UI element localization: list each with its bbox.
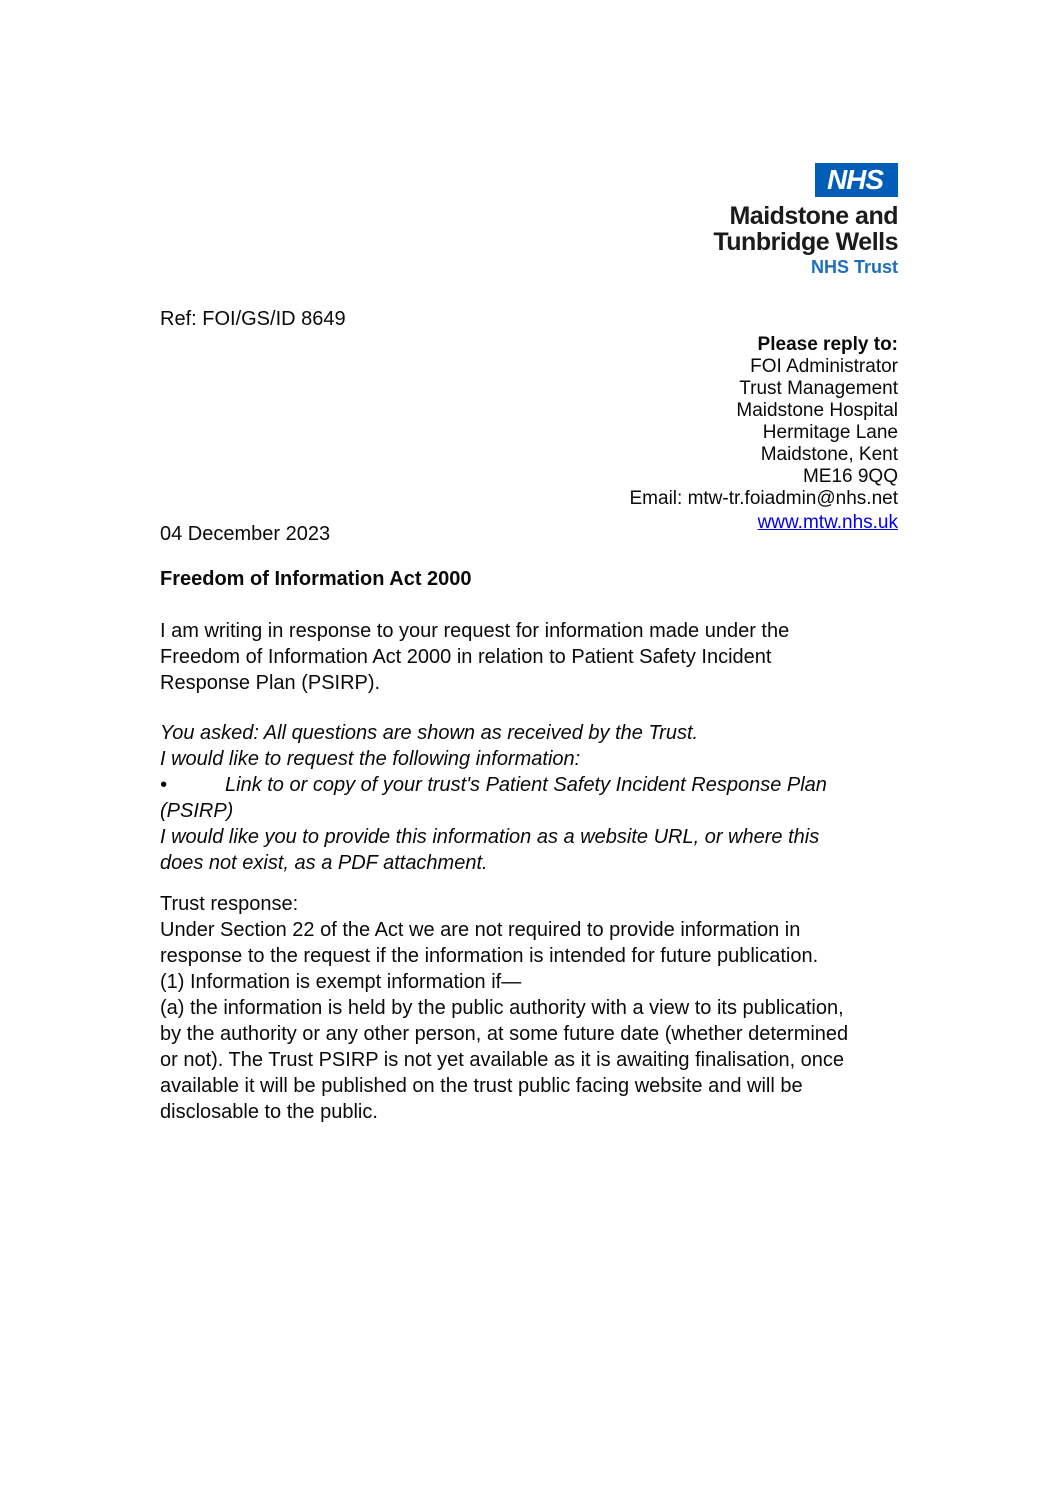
letter-date: 04 December 2023	[160, 523, 331, 545]
intro-paragraph	[160, 618, 920, 696]
reply-to-line: Maidstone Hospital	[736, 400, 898, 421]
org-name-line2: Tunbridge Wells	[713, 228, 898, 256]
reply-to-line: Hermitage Lane	[762, 422, 898, 443]
request-bullet-item	[160, 772, 920, 798]
subject-heading: Freedom of Information Act 2000	[160, 568, 472, 590]
reply-to-line: ME16 9QQ	[802, 466, 898, 487]
trust-response-paragraph	[160, 891, 920, 1125]
text-line: (a) the information is held by the public authority with a view to its publication,	[160, 997, 844, 1019]
nhs-logo	[713, 163, 898, 277]
reply-to-line: FOI Administrator	[750, 356, 898, 377]
text-line: response to the request if the information is intended for future publication.	[160, 945, 819, 967]
bullet-text: Link to or copy of your trust's Patient Safety Incident Response Plan	[225, 774, 827, 796]
text-line: (PSIRP)	[160, 800, 234, 822]
text-line: Response Plan (PSIRP).	[160, 672, 381, 694]
text-line: or not). The Trust PSIRP is not yet available as it is awaiting finalisation, once	[160, 1049, 845, 1071]
text-line: (1) Information is exempt information if—	[160, 971, 522, 993]
website-link[interactable]: www.mtw.nhs.uk	[757, 512, 898, 533]
text-line: I would like you to provide this information as a website URL, or where this	[160, 826, 820, 848]
reply-to-heading: Please reply to:	[757, 334, 898, 355]
request-paragraph	[160, 720, 920, 876]
bullet-icon: •	[160, 774, 168, 796]
trust-response-heading: Trust response:	[160, 893, 299, 915]
org-name-line1: Maidstone and	[729, 202, 898, 230]
text-line: disclosable to the public.	[160, 1101, 378, 1123]
text-line: by the authority or any other person, at some future date (whether determined	[160, 1023, 849, 1045]
text-line: available it will be published on the trust public facing website and will be	[160, 1075, 803, 1097]
text-line: I am writing in response to your request for information made under the	[160, 620, 790, 642]
nhs-logo-icon: NHS	[815, 163, 898, 197]
text-line: does not exist, as a PDF attachment.	[160, 852, 488, 874]
reply-to-block	[630, 334, 899, 534]
reply-to-line: Trust Management	[739, 378, 898, 399]
nhs-trust-label: NHS Trust	[810, 257, 898, 277]
reply-to-line: Maidstone, Kent	[760, 444, 898, 465]
reference-number: Ref: FOI/GS/ID 8649	[160, 308, 346, 330]
text-line: Freedom of Information Act 2000 in relation to Patient Safety Incident	[160, 646, 772, 668]
text-line: Under Section 22 of the Act we are not required to provide information in	[160, 919, 801, 941]
text-line: I would like to request the following information:	[160, 748, 581, 770]
text-line: You asked: All questions are shown as received by the Trust.	[160, 722, 699, 744]
reply-to-email: Email: mtw-tr.foiadmin@nhs.net	[629, 488, 898, 509]
letter-body	[160, 618, 920, 1125]
